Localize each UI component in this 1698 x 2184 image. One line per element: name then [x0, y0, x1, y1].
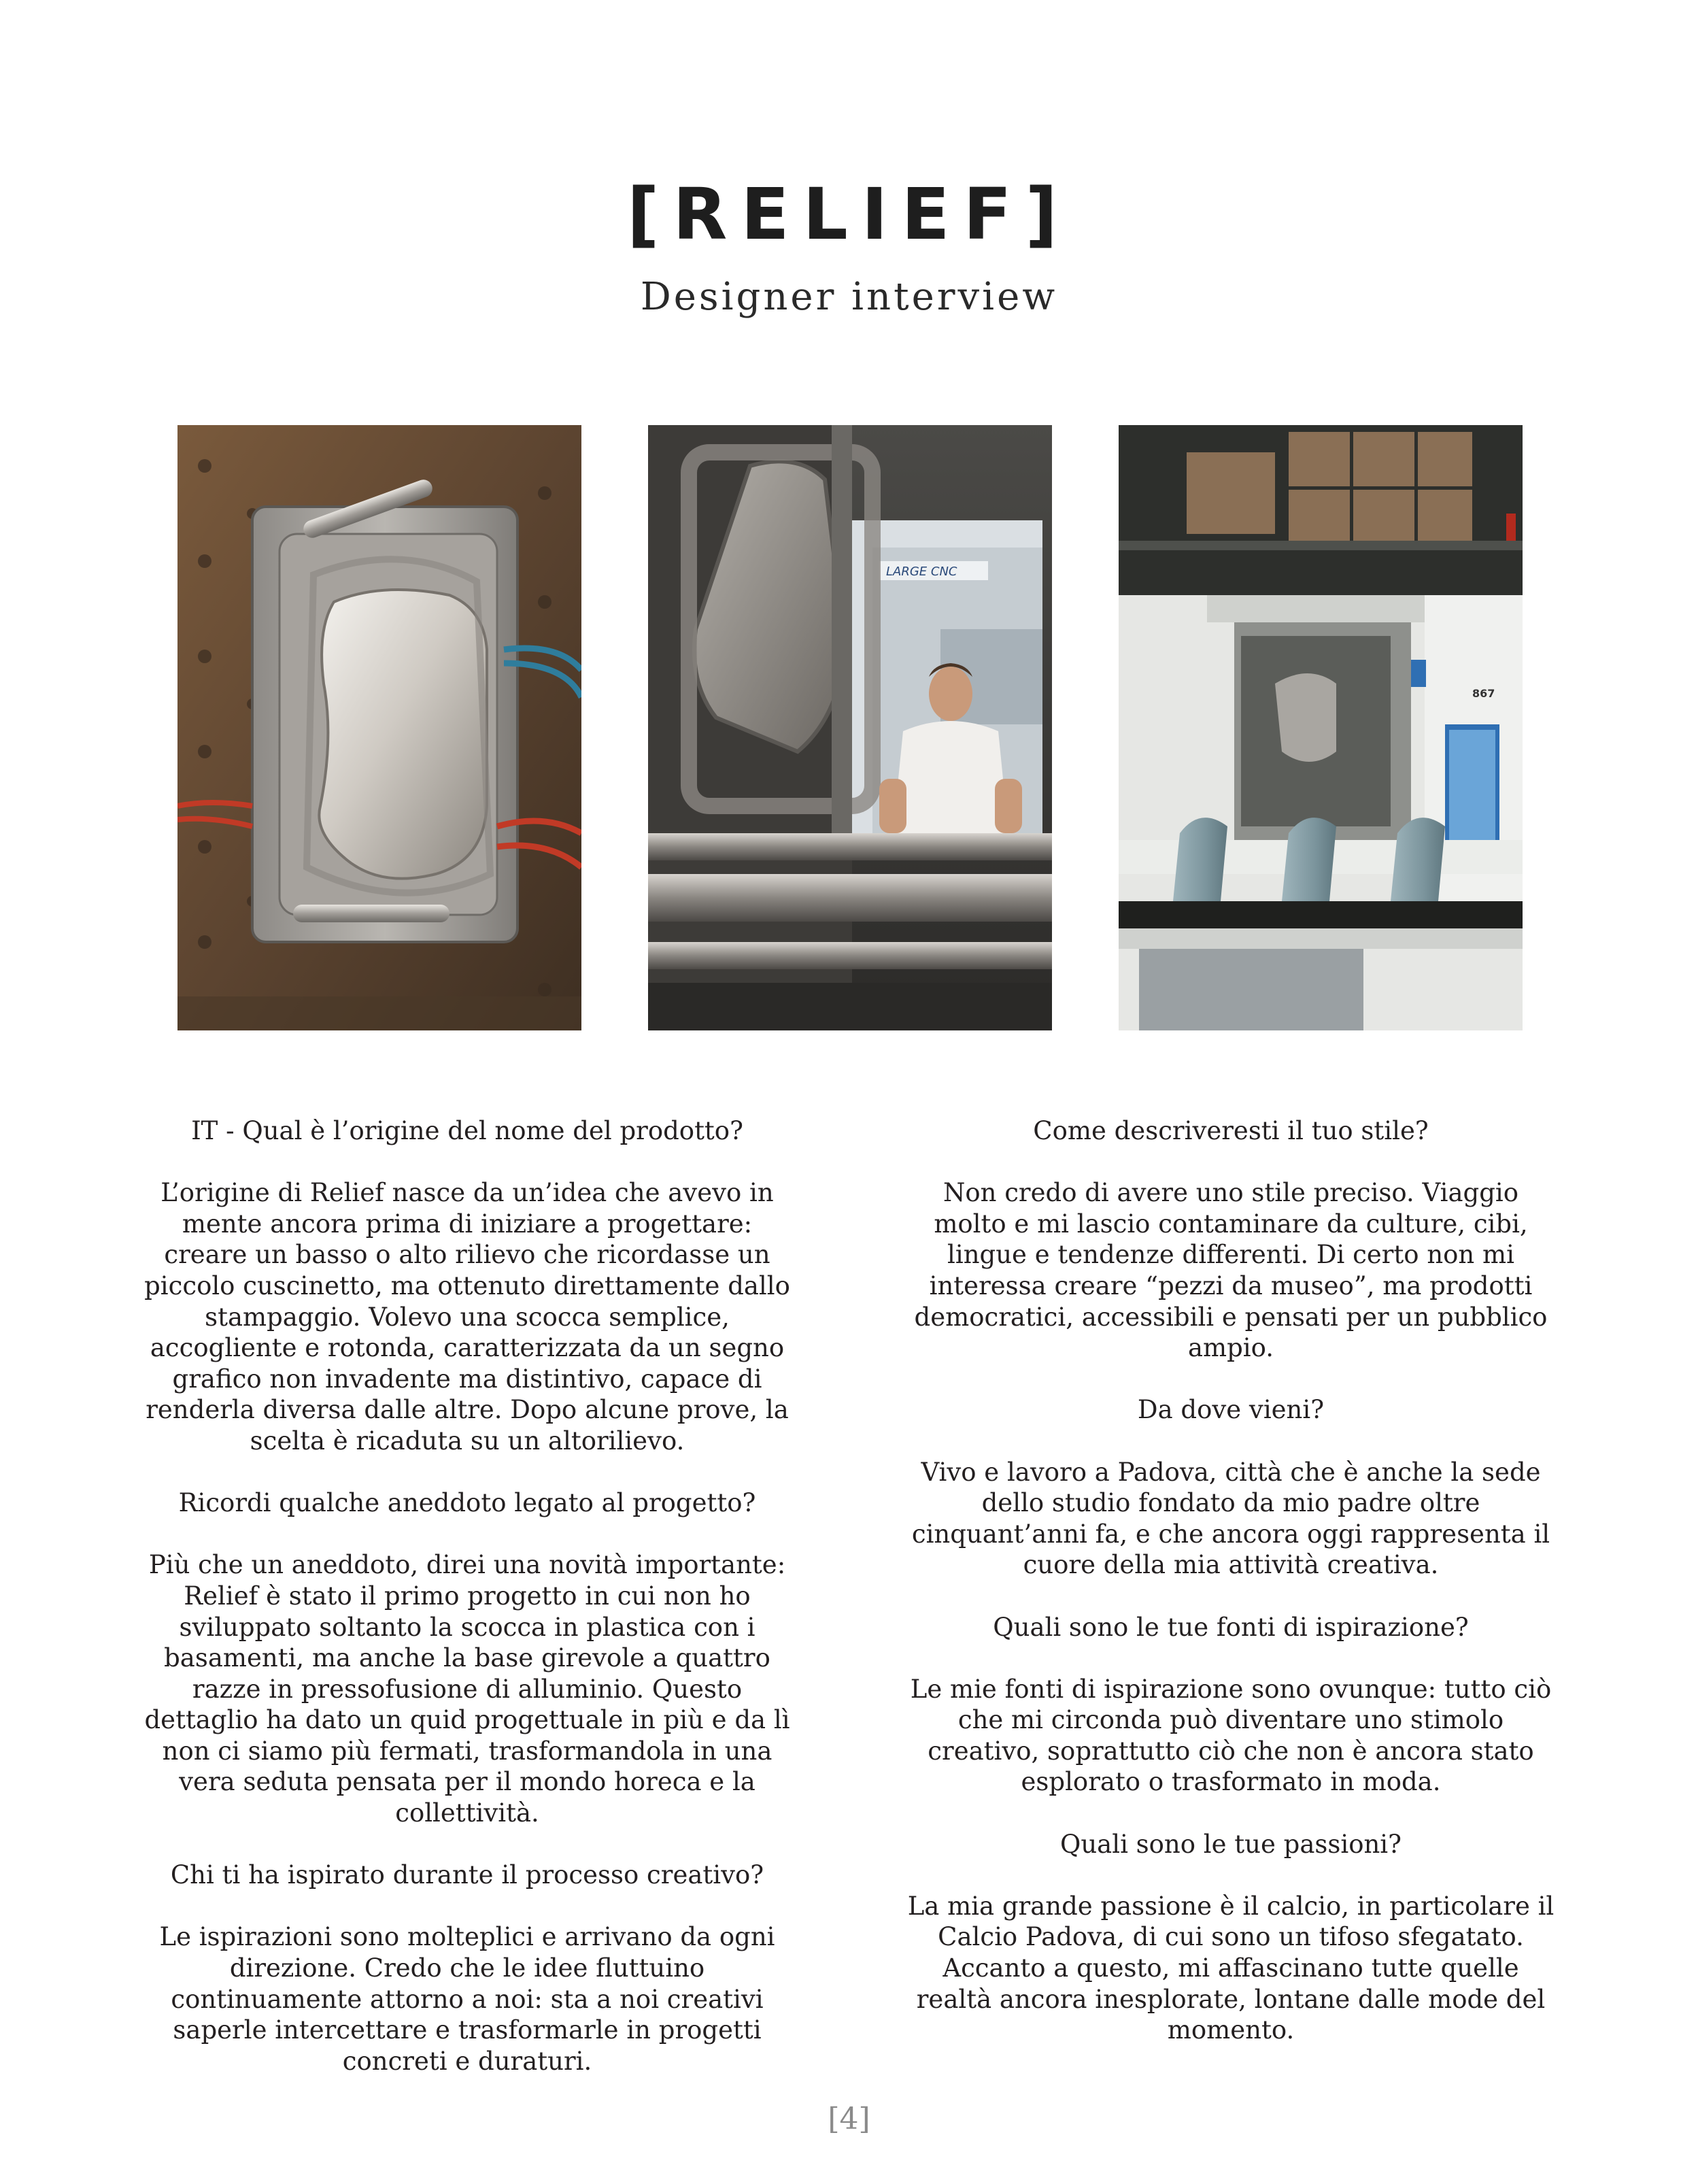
interview-column-left	[141, 1115, 794, 2108]
answer-style: Non credo di avere uno stile preciso. Viaggio molto e mi lascio contaminare da culture, cibi, lingue e tendenze differenti. Di certo non mi interessa creare “pezzi da museo”, ma prodotti democratici, accessibili e pensati per un pubblico ampio.	[914, 1178, 1548, 1363]
machine-sign-text: LARGE CNC	[886, 565, 957, 579]
answer-inspiration: Le mie fonti di ispirazione sono ovunque: tutto ciò che mi circonda può diventare uno stimolo creativo, soprattutto ciò che non è ancora stato esplorato o trasformato in moda.	[910, 1674, 1552, 1797]
answer-inspiration-source: Le ispirazioni sono molteplici e arrivano da ogni direzione. Credo che le idee fluttuino continuamente attorno a noi: sta a noi creativi saperle intercettare e trasformarle in progetti concreti e duraturi.	[159, 1922, 775, 2076]
page-subtitle: Designer interview	[640, 275, 1058, 319]
answer-anecdote: Più che un aneddoto, direi una novità importante: Relief è stato il primo progetto in cui non ho sviluppato soltanto la scocca in plastica con i basamenti, ma anche la base girevole a quattro razze in pressofusione di alluminio. Questo dettaglio ha dato un quid progettuale in più e da lì non ci siamo più fermati, trasformandola in una vera seduta pensata per il mondo horeca e la collettività.	[144, 1550, 790, 1828]
interview-column-right	[904, 1115, 1557, 2077]
question-anecdote: Ricordi qualche aneddoto legato al progetto?	[178, 1488, 756, 1518]
mold-photo	[177, 425, 581, 1030]
machine-number-text: 867	[1472, 687, 1495, 700]
answer-product-name: L’origine di Relief nasce da un’idea che avevo in mente ancora prima di iniziare a progettare: creare un basso o alto rilievo che ricordasse un piccolo cuscinetto, ma ottenuto direttamente dallo stampaggio. Volevo una scocca semplice, accogliente e rotonda, caratterizzata da un segno grafico non invadente ma distintivo, capace di renderla diversa dalle altre. Dopo alcune prove, la scelta è ricaduta su un altorilievo.	[144, 1178, 790, 1456]
answer-passions: La mia grande passione è il calcio, in particolare il Calcio Padova, di cui sono un tifoso sfegatato. Accanto a questo, mi affascinano tutte quelle realtà ancora inesplorate, lontane dalle mode del momento.	[907, 1891, 1555, 2045]
designer-portrait-photo	[648, 425, 1052, 1030]
answer-origin: Vivo e lavoro a Padova, città che è anche la sede dello studio fondato da mio padre oltre cinquant’anni fa, e che ancora oggi rappresenta il cuore della mia attività creativa.	[911, 1457, 1550, 1580]
factory-chairs-photo	[1119, 425, 1523, 1030]
question-inspiration: Quali sono le tue fonti di ispirazione?	[993, 1612, 1469, 1642]
question-origin: Da dove vieni?	[1137, 1395, 1325, 1425]
question-passions: Quali sono le tue passioni?	[1060, 1829, 1402, 1859]
question-inspiration-source: Chi ti ha ispirato durante il processo creativo?	[170, 1860, 764, 1890]
question-product-name: IT - Qual è l’origine del nome del prodotto?	[191, 1116, 743, 1145]
brand-title: [RELIEF]	[626, 173, 1072, 256]
page-number: [4]	[828, 2102, 870, 2136]
question-style: Come descriveresti il tuo stile?	[1033, 1116, 1429, 1145]
page-header	[0, 167, 1698, 324]
